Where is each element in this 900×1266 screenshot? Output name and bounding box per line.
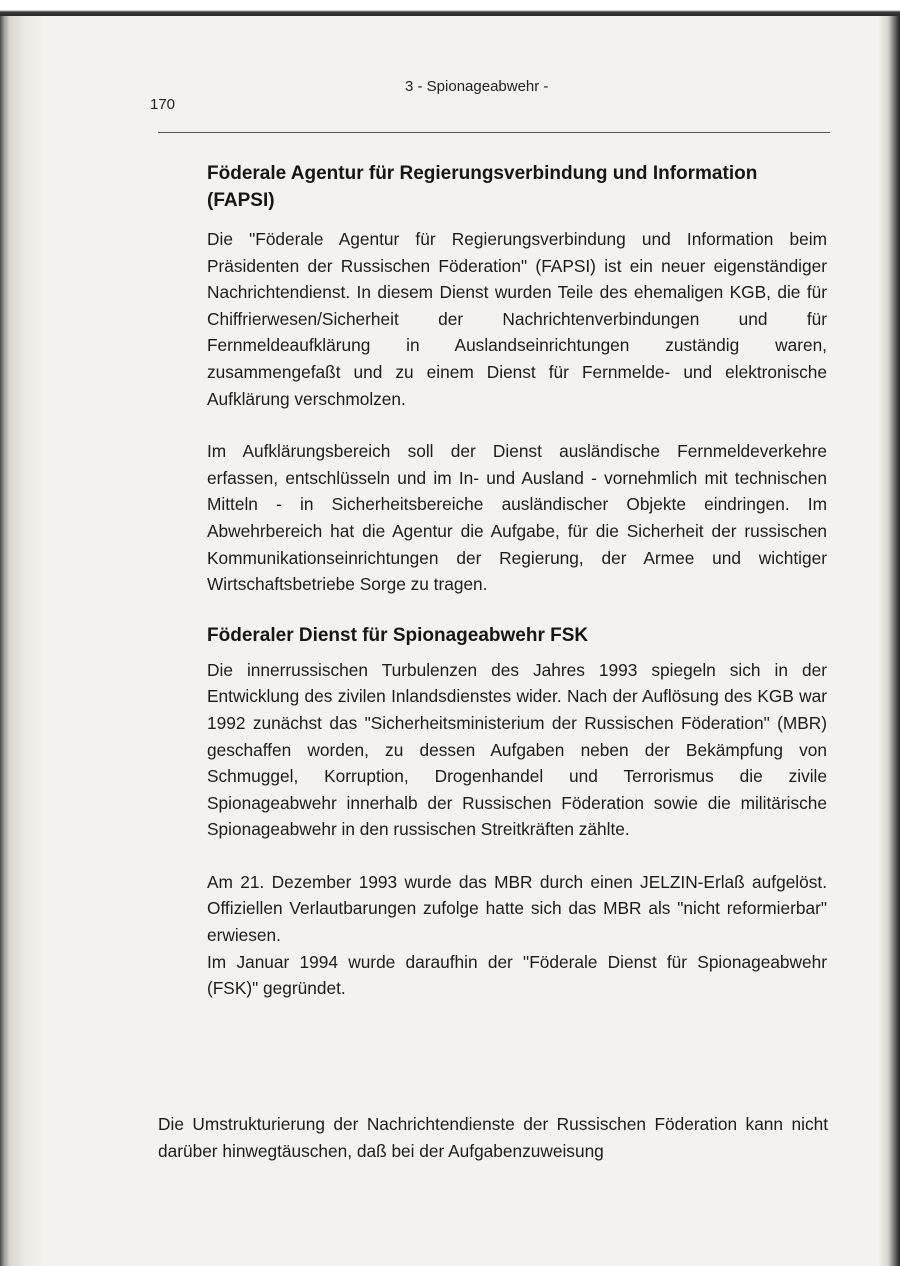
section-heading-fsk: Föderaler Dienst für Spionageabwehr FSK <box>207 624 589 646</box>
paragraph: Am 21. Dezember 1993 wurde das MBR durch einen JELZIN-Erlaß aufgelöst. Offiziellen Verlautbarungen zufolge hatte sich das MBR als "nicht reformierbar" erwiesen. <box>207 871 827 946</box>
header-rule <box>158 132 830 133</box>
page-stack-left-edge <box>0 16 44 1266</box>
closing-paragraph: Die Umstrukturierung der Nachrichtendienste der Russischen Föderation kann nicht darüber hinwegtäuschen, daß bei der Aufgabenzuweisung <box>158 1114 828 1161</box>
section-heading-fapsi <box>207 160 827 214</box>
page-stack-right-edge <box>878 16 900 1266</box>
running-head: 3 - Spionageabwehr - <box>405 78 549 95</box>
scan-border-top <box>0 0 900 16</box>
paragraph: Die "Föderale Agentur für Regierungsverbindung und Information beim Präsidenten der Russischen Föderation" (FAPSI) ist ein neuer eigenständiger Nachrichtendienst. In diesem Dienst wurden Teile des ehemaligen KGB, die für Chiffrierwesen/Sicherheit der Nachrichtenverbindungen und für Fernmeldeaufklärung in Auslandseinrichtungen zuständig waren, zusammengefaßt und zu einem Dienst für Fernmelde- und elektronische Aufklärung verschmolzen. <box>207 229 827 409</box>
page-header <box>150 72 830 130</box>
paragraph: Die innerrussischen Turbulenzen des Jahres 1993 spiegeln sich in der Entwicklung des zivilen Inlandsdienstes wider. Nach der Auflösung des KGB war 1992 zunächst das "Sicherheitsministerium der Russischen Föderation" (MBR) geschaffen worden, zu dessen Aufgaben neben der Bekämpfung von Schmuggel, Korruption, Drogenhandel und Terrorismus die zivile Spionageabwehr innerhalb der Russischen Föderation sowie die militärische Spionageabwehr in den russischen Streitkräften zählte. <box>207 659 827 840</box>
heading-line-2: (FAPSI) <box>207 190 275 211</box>
page-number: 170 <box>150 96 176 113</box>
indented-text-block <box>207 160 827 1002</box>
paragraph: Im Aufklärungsbereich soll der Dienst ausländische Fernmeldeverkehre erfassen, entschlüsseln und im In- und Ausland - vornehmlich mit technischen Mitteln - in Sicherheitsbereiche ausländischer Objekte eindringen. Im Abwehrbereich hat die Agentur die Aufgabe, für die Sicherheit der russischen Kommunikationseinrichtungen der Regierung, der Armee und wichtiger Wirtschaftsbetriebe Sorge zu tragen. <box>207 441 827 595</box>
heading-line-1: Föderale Agentur für Regierungsverbindung und Information <box>207 163 758 184</box>
paragraph: Im Januar 1994 wurde daraufhin der "Föderale Dienst für Spionageabwehr (FSK)" gegründet. <box>207 951 827 999</box>
